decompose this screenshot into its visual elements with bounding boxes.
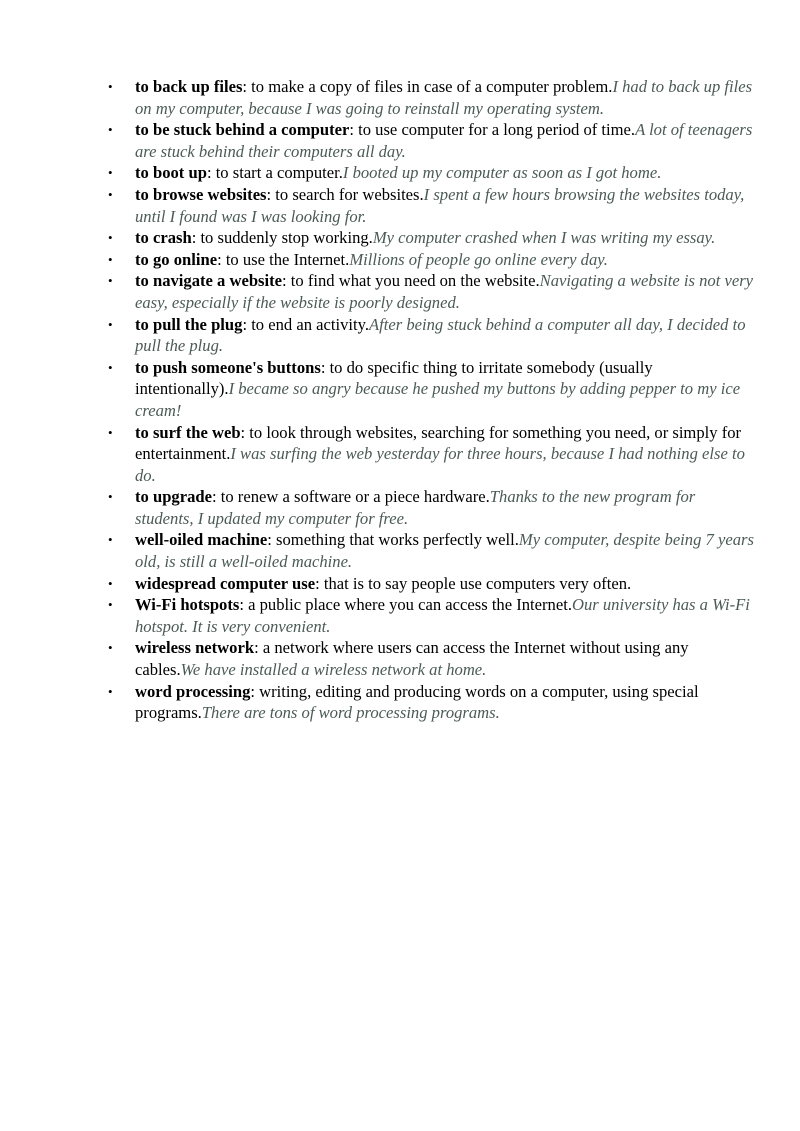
term: to browse websites: [135, 184, 267, 204]
bullet-icon: •: [108, 597, 113, 613]
term: to upgrade: [135, 487, 212, 507]
definition: : that is to say people use computers very often.: [315, 573, 632, 593]
list-item: [104, 76, 754, 119]
bullet-icon: •: [108, 251, 113, 267]
definition: : to end an activity.: [242, 314, 370, 334]
example-sentence: I had to back up files on my computer, because I was going to reinstall my operating system.: [135, 77, 753, 118]
example-sentence: I booted up my computer as soon as I got home.: [342, 163, 662, 183]
example-sentence: Millions of people go online every day.: [349, 249, 608, 269]
bullet-icon: •: [108, 122, 113, 138]
list-item: [104, 270, 754, 313]
example-sentence: I became so angry because he pushed my buttons by adding pepper to my ice cream!: [135, 379, 741, 420]
term: to be stuck behind a computer: [135, 120, 350, 140]
term: to surf the web: [135, 422, 241, 442]
bullet-icon: •: [108, 424, 113, 440]
list-item: [104, 357, 754, 422]
example-sentence: My computer crashed when I was writing my essay.: [372, 228, 716, 248]
bullet-icon: •: [108, 532, 113, 548]
term: Wi-Fi hotspots: [135, 595, 240, 615]
term: wireless network: [135, 638, 255, 658]
definition: : to make a copy of files in case of a computer problem.: [242, 77, 613, 96]
definition: : to look through websites, searching for something you need, or simply for entertainment.: [135, 422, 742, 464]
example-sentence: Navigating a website is not very easy, especially if the website is poorly designed.: [135, 271, 754, 312]
term: to boot up: [135, 163, 207, 183]
list-item: [104, 594, 754, 637]
list-item: [104, 529, 754, 572]
term: to crash: [135, 228, 192, 248]
definition: : to use computer for a long period of time.: [349, 120, 636, 140]
list-item: [104, 162, 754, 184]
example-sentence: My computer, despite being 7 years old, is still a well-oiled machine.: [135, 530, 754, 572]
bullet-icon: •: [108, 316, 113, 332]
definition: : to use the Internet.: [217, 249, 350, 269]
term: well-oiled machine: [135, 530, 268, 550]
term: word processing: [135, 681, 251, 701]
bullet-icon: •: [108, 79, 113, 94]
definition: : writing, editing and producing words on a computer, using special programs.: [135, 681, 699, 723]
list-item: [104, 486, 754, 529]
list-item: [104, 637, 754, 680]
term: widespread computer use: [135, 573, 316, 593]
list-item: [104, 184, 754, 227]
term: to pull the plug: [135, 314, 243, 334]
example-sentence: We have installed a wireless network at home.: [180, 660, 487, 680]
bullet-icon: •: [108, 489, 113, 505]
term: to back up files: [135, 77, 243, 96]
definition: : to do specific thing to irritate somebody (usually intentionally).: [135, 357, 653, 399]
example-sentence: Thanks to the new program for students, I updated my computer for free.: [135, 487, 696, 528]
example-sentence: After being stuck behind a computer all day, I decided to pull the plug.: [135, 314, 746, 356]
bullet-icon: •: [108, 186, 113, 202]
definition: : a public place where you can access the Internet.: [239, 595, 572, 615]
list-item: [104, 573, 754, 595]
bullet-icon: •: [108, 230, 113, 246]
definition: : to search for websites.: [266, 184, 424, 204]
definition: : to suddenly stop working.: [191, 228, 373, 248]
list-item: [104, 119, 754, 162]
bullet-icon: •: [108, 165, 113, 181]
example-sentence: Our university has a Wi-Fi hotspot. It is very convenient.: [135, 595, 750, 636]
list-item: [104, 249, 754, 271]
definition: : to renew a software or a piece hardware.: [211, 487, 490, 507]
bullet-icon: •: [108, 359, 113, 375]
term: to navigate a website: [135, 271, 283, 291]
definition: : to start a computer.: [206, 163, 343, 183]
vocabulary-list: [104, 76, 754, 724]
example-sentence: A lot of teenagers are stuck behind their computers all day.: [135, 120, 753, 161]
definition: : to find what you need on the website.: [282, 271, 540, 291]
list-item: [104, 422, 754, 487]
example-sentence: I spent a few hours browsing the websites today, until I found was I was looking for.: [135, 184, 745, 226]
definition: : a network where users can access the Internet without using any cables.: [135, 638, 689, 680]
definition: : something that works perfectly well.: [267, 530, 519, 550]
list-item: [104, 681, 754, 724]
bullet-icon: •: [108, 683, 113, 699]
example-sentence: I was surfing the web yesterday for three hours, because I had nothing else to do.: [135, 444, 745, 485]
example-sentence: There are tons of word processing programs.: [201, 703, 500, 723]
list-item: [104, 227, 754, 249]
bullet-icon: •: [108, 273, 113, 289]
term: to go online: [135, 249, 218, 269]
term: to push someone's buttons: [135, 357, 321, 377]
bullet-icon: •: [108, 575, 113, 591]
list-item: [104, 314, 754, 357]
bullet-icon: •: [108, 640, 113, 656]
